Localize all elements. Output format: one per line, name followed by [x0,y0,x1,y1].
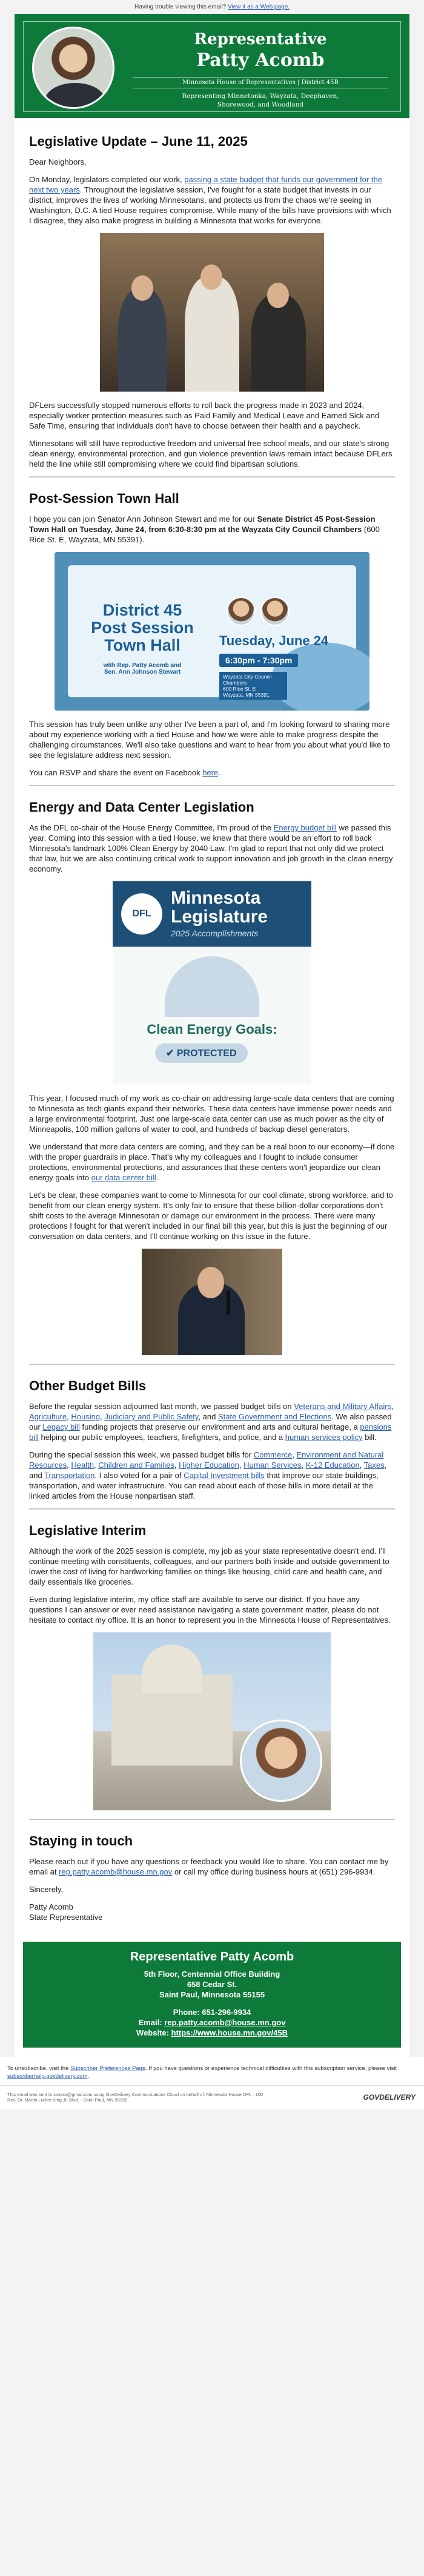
divider [29,1508,395,1510]
capitol-dome-icon [165,956,259,1017]
agriculture-bill-link[interactable]: Agriculture [29,1412,67,1421]
higher-education-bill-link[interactable]: Higher Education [179,1460,239,1470]
k12-education-bill-link[interactable]: K-12 Education [305,1460,360,1470]
taxes-bill-link[interactable]: Taxes [363,1460,385,1470]
legislature-graphic-year: 2025 Accomplishments [171,928,259,938]
data-center-bill-link[interactable]: our data center bill [91,1173,156,1182]
state-government-bill-link[interactable]: State Government and Elections [217,1412,332,1421]
housing-bill-link[interactable]: Housing [71,1412,101,1421]
footer-website-link[interactable]: https://www.house.mn.gov/45B [171,2028,288,2037]
email-container [15,14,409,2057]
energy-budget-bill-link[interactable]: Energy budget bill [273,823,337,832]
clean-energy-goal: Clean Energy Goals: [147,1022,277,1037]
view-web-link[interactable]: View it as a Web page. [228,4,290,10]
johnson-stewart-avatar [260,597,290,626]
interim-p2: Even during legislative interim, my office staff are available to serve our district. If you have any questions I can answer or ever need assistance navigating a state government matter, please do not hesitate to contact my office. It is an honor to represent you in the Minnesota House of Representatives. [29,1595,391,1625]
speaking-photo [142,1249,282,1355]
protected-badge: ✔ PROTECTED [155,1043,248,1063]
legacy-bill-link[interactable]: Legacy bill [42,1422,80,1431]
greeting: Dear Neighbors, [29,157,87,166]
transportation-bill-link[interactable]: Transportation [44,1471,95,1480]
update-p1: On Monday, legislators completed our work, passing a state budget that funds our government for the next two years. Throughout the legislative session, I've fought for a state budget that invests in our district, improves the lives of working Minnesotans, and protects us from the chaos we're seeing in Washington, D.C. A tied House requires compromise. While many of the bills have provisions with which I disagree, they also make progress in building a Minnesota that works for everyone. [29,175,391,225]
footer-title: Representative Patty Acomb [130,1950,294,1963]
footer-address-1: 5th Floor, Centennial Office Building [144,1970,280,1979]
update-p3: Minnesotans will still have reproductive freedom and universal free school meals, and our state's strong clean energy, environmental protection, and gun violence prevention laws remain intact because DFLers held the line while still compromising where we could find bipartisan solutions. [29,439,393,468]
energy-heading: Energy and Data Center Legislation [29,800,254,815]
govdelivery-logo: GOVDELIVERY [363,2093,416,2101]
legislature-accomplishments-graphic [113,881,311,1085]
govdelivery-bar [0,2085,424,2109]
interim-p1: Although the work of the 2025 session is complete, my job as your state representative doesn't end. I'll continue meeting with constituents, colleagues, and our partners both inside and outside government to lower the cost of living for hardworking families on things like housing, child care and health care, and daily essentials like groceries. [29,1546,389,1586]
signature: Patty Acomb State Representative [29,1902,103,1922]
energy-p1: As the DFL co-chair of the House Energy Committee, I'm proud of the Energy budget bill we passed this year. Coming into this session with a tied House, we knew that there would be an effort to roll back Minnesota's landmark 100% Clean Energy by 2040 Law. I'm glad to report that not only did we protect that law, but we are also continuing critical work to support innovation and job growth in the clean energy economy. [29,823,393,873]
judiciary-bill-link[interactable]: Judiciary and Public Safety [104,1412,199,1421]
sender-info: This email was sent to xxxxxx@gmail.com using GovDelivery Communications Cloud on behalf of: Minnesota House DFL · 100 [7,2092,263,2097]
human-services-bill-link[interactable]: Human Services [243,1460,302,1470]
contact-footer [23,1942,401,2048]
touch-heading: Staying in touch [29,1833,133,1848]
state-budget-link[interactable]: passing a state budget that funds our government for the next two years [29,175,382,194]
footer-website: Website: https://www.house.mn.gov/45B [136,2028,288,2037]
energy-p2: This year, I focused much of my work as co-chair on addressing large-scale data centers that are coming to Minnesota as tech giants expand their networks. These data centers have immense power needs and a large environmental footprint. Just one large-scale data center can use as much power as the city of Minneapolis, 100 million gallons of water to cool, and hundreds of backup diesel generators. [29,1094,394,1134]
environment-bill-link[interactable]: Environment and Natural Resources [29,1450,384,1470]
subscriber-help-link[interactable]: subscriberhelp.govdelivery.com [7,2073,88,2080]
footer-email: Email: rep.patty.acomb@house.mn.gov [138,2018,286,2027]
legislators-photo [100,233,324,392]
check-icon: ✔ [166,1048,177,1059]
townhall-p2: This session has truly been unlike any other I've been a part of, and I'm looking forward to sharing more about my experience working with a tied House and how we were able to make progress despite the challenging circumstances. We'll also take questions and want to hear from you about what you'd like to see the legislature address next session. [29,720,390,760]
budget-p2: During the special session this week, we passed budget bills for Commerce, Environment and Natural Resources, Health, Children and Families, Higher Education, Human Services, K-12 Education, Taxes, and Transportation. I also voted for a pair of Capital Investment bills that improve our state buildings, transportation, and water infrastructure. You can read about each of those bills in more detail at the linked articles from the House nonpartisan staff. [29,1450,387,1500]
townhall-graphic-title: District 45 Post Session Town Hall [91,601,194,654]
interim-heading: Legislative Interim [29,1523,147,1538]
facebook-rsvp-link[interactable]: here [202,768,219,777]
update-p2: DFLers successfully stopped numerous efforts to roll back the progress made in 2023 and 2024, especially worker protection measures such as Paid Family and Medical Leave and Earned Sick and Safe Time, ensuring that individuals don't have to choose between their health and a paycheck. [29,401,380,430]
representative-portrait [32,27,114,109]
capital-investment-bills-link[interactable]: Capital Investment bills [184,1471,265,1480]
header-title: Representative [194,30,327,48]
header-name: Patty Acomb [196,50,325,71]
townhall-graphic-hosts: with Rep. Patty Acomb and Sen. Ann Johnson Stewart [103,662,182,675]
energy-p3: We understand that more data centers are coming, and they can be a real boon to our economy—if done with the proper guardrails in place. That's why my colleagues and I fought to include consumer protections, environmental protections, and assurances that these centers won't jeopardize our clean energy goals into our data center bill. [29,1142,395,1182]
dfl-logo: DFL [121,893,162,935]
footer-address-2: 658 Cedar St. [187,1980,237,1989]
touch-p1: Please reach out if you have any questions or feedback you would like to share. You can contact me by email at rep.patty.acomb@house.mn.gov or call my office during business hours at (651) 296-9934. [29,1857,389,1876]
footer-phone: Phone: 651-296-9934 [173,2008,251,2017]
pensions-bill-link[interactable]: pensions bill [29,1422,392,1442]
health-bill-link[interactable]: Health [71,1460,94,1470]
children-families-bill-link[interactable]: Children and Families [98,1460,174,1470]
budget-heading: Other Budget Bills [29,1378,147,1393]
budget-p1: Before the regular session adjourned last month, we passed budget bills on Veterans and Military Affairs, Agriculture, Housing, Judiciary and Public Safety, and State Government and Elections. We also passed our Legacy bill funding projects that preserve our environment and arts and cultural heritage, a pensions bill helping our public employees, teachers, firefighters, and police, and a human services policy bill. [29,1402,394,1442]
representative-portrait-inset [240,1720,322,1802]
sender-address: Rev. Dr. Martin Luther King Jr. Blvd. · Saint Paul, MN 55155 [7,2097,128,2103]
townhall-time: 6:30pm - 7:30pm [219,654,298,667]
townhall-p3: You can RSVP and share the event on Facebook here. [29,768,220,777]
header-subline: Minnesota House of Representatives | District 45B [133,77,388,88]
townhall-p1: I hope you can join Senator Ann Johnson Stewart and me for our Senate District 45 Post-Session Town Hall on Tuesday, June 24, from 6:30-8:30 pm at the Wayzata City Council Chambers (600 Rice St. E, Wayzata, MN 55391). [29,514,380,544]
townhall-heading: Post-Session Town Hall [29,491,179,506]
closing: Sincerely, [29,1885,64,1894]
townhall-location: Wayzata City Council Chambers 600 Rice St. E Wayzata, MN 55391 [219,672,287,700]
divider [29,476,395,478]
divider [29,1364,395,1365]
footer-address-3: Saint Paul, Minnesota 55155 [159,1990,265,1999]
preheader [0,0,424,14]
email-link[interactable]: rep.patty.acomb@house.mn.gov [59,1867,173,1876]
preheader-text: Having trouble viewing this email? [134,4,227,10]
townhall-date: Tuesday, June 24 [219,633,329,648]
divider [29,785,395,786]
veterans-bill-link[interactable]: Veterans and Military Affairs [294,1402,392,1411]
acomb-avatar [227,597,256,626]
legislature-graphic-title: Minnesota Legislature [171,888,268,927]
human-services-policy-link[interactable]: human services policy [285,1433,363,1442]
commerce-bill-link[interactable]: Commerce [253,1450,293,1459]
header-banner [15,14,409,118]
footer-email-link[interactable]: rep.patty.acomb@house.mn.gov [164,2018,286,2027]
energy-p4: Let's be clear, these companies want to come to Minnesota for our cool climate, strong workforce, and to benefit from our clean energy system. It's only fair to ensure that these billion-dollar corporations don't shift costs to the average Minnesotan or damage our environment in the process. There were many protections I fought for that weren't included in our final bill this year, but this is just the beginning of our conversation on data centers, and I'll continue working on this issue in the future. [29,1191,393,1241]
divider [29,1819,395,1820]
townhall-graphic [55,552,369,711]
unsubscribe-notice: To unsubscribe, visit the Subscriber Preferences Page. If you have questions or experience technical difficulties with this subscription service, please visit subscriberhelp.govdelivery.com. [0,2057,424,2085]
update-heading: Legislative Update – June 11, 2025 [29,134,248,149]
capitol-photo [93,1632,331,1810]
header-tagline: Representing Minnetonka, Wayzata, Deephaven, Shorewood, and Woodland [182,93,339,108]
subscriber-preferences-link[interactable]: Subscriber Preferences Page [70,2065,146,2072]
